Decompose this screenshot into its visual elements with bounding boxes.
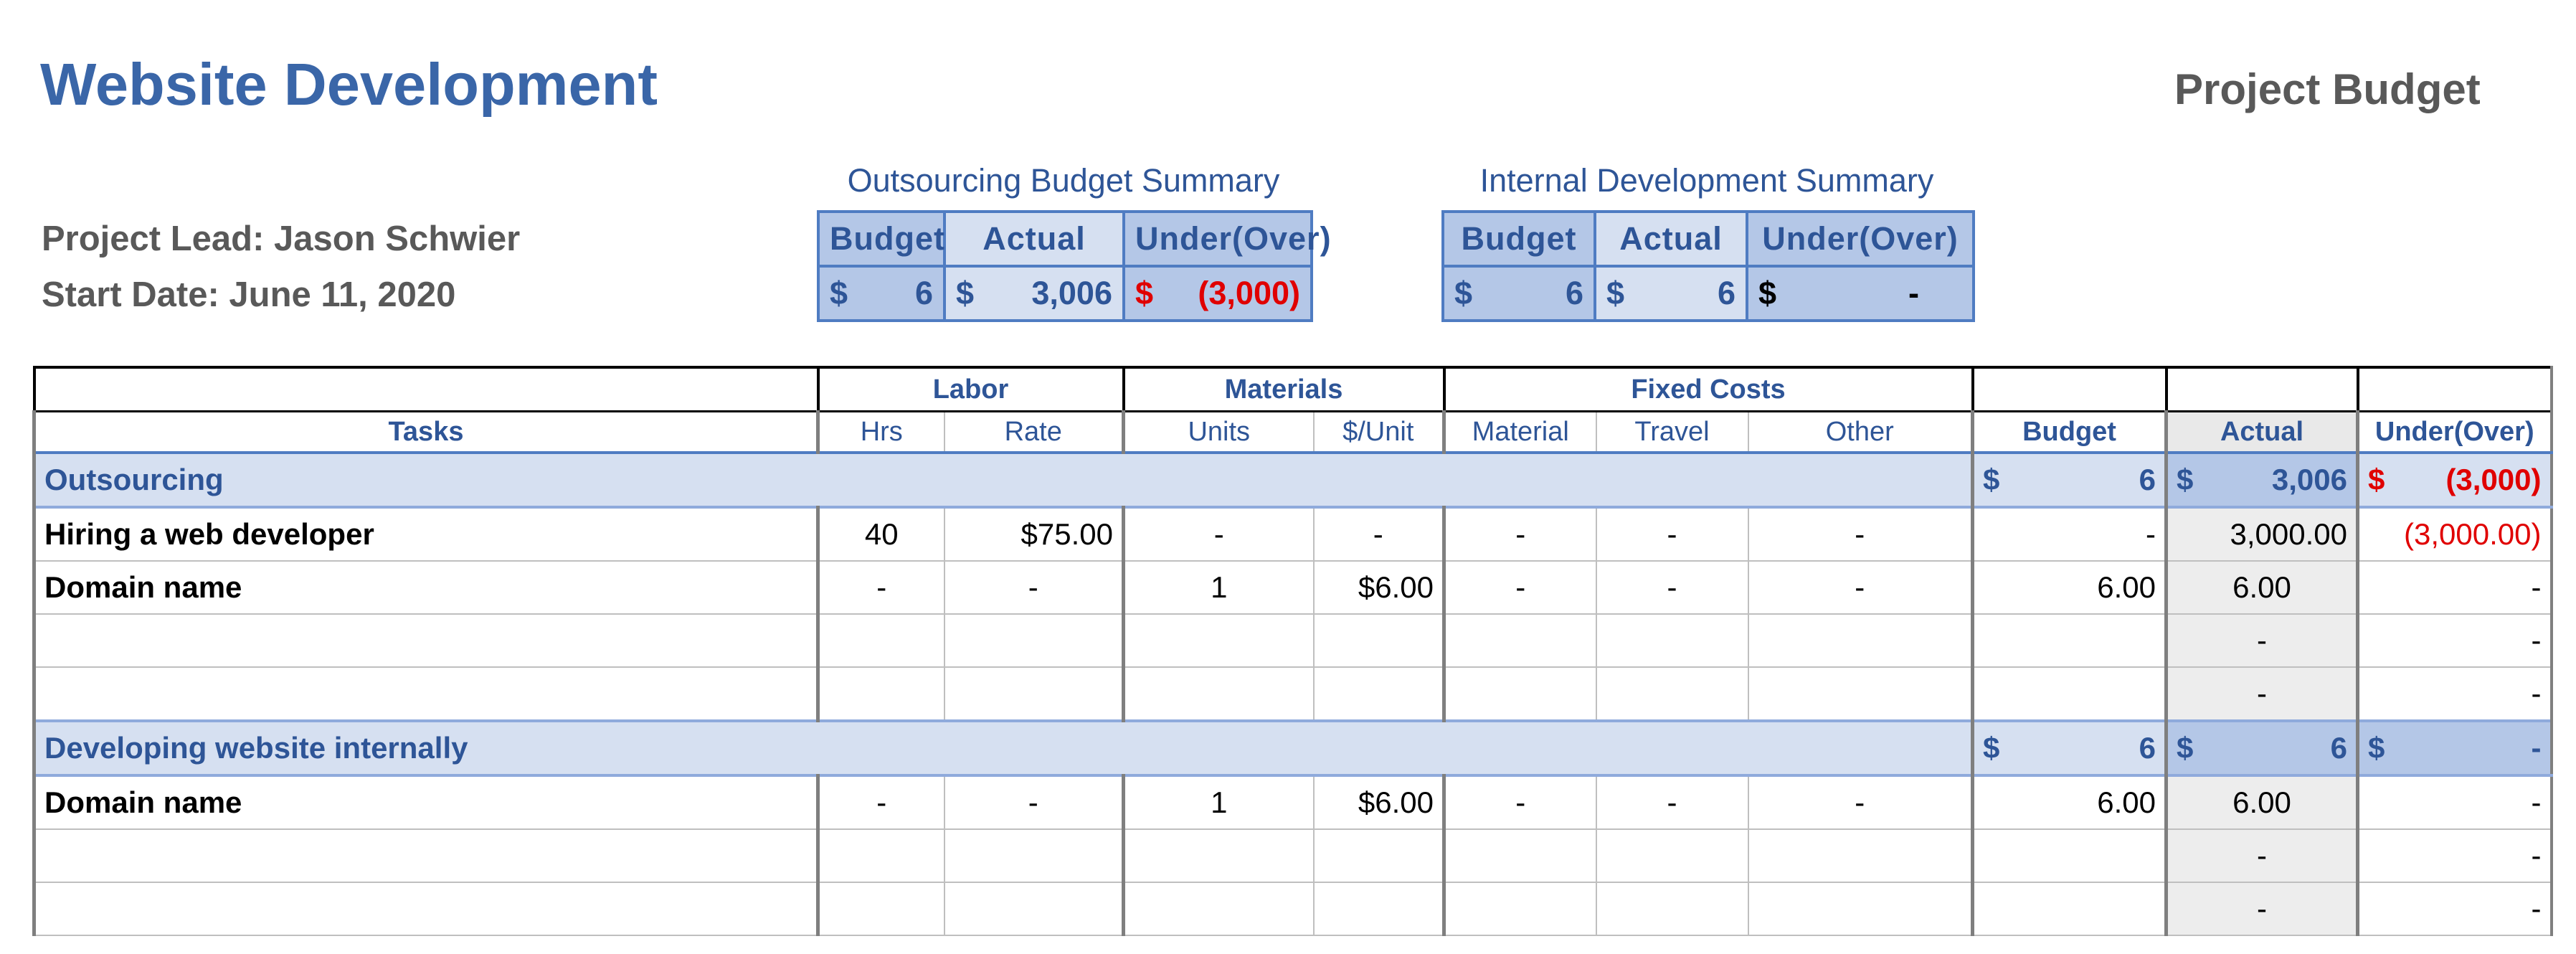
column-header-row — [34, 412, 2552, 453]
hrs-cell[interactable] — [818, 614, 944, 667]
under-over-cell: - — [2358, 829, 2552, 882]
per-unit-cell[interactable] — [1314, 614, 1444, 667]
budget-cell — [1973, 614, 2167, 667]
units-cell[interactable] — [1124, 667, 1314, 721]
outsourcing-summary-caption: Outsourcing Budget Summary — [847, 162, 1280, 199]
task-name[interactable]: Domain name — [34, 561, 818, 614]
currency-symbol: $ — [2177, 463, 2194, 496]
material-cell[interactable] — [1444, 829, 1596, 882]
rate-cell[interactable] — [944, 882, 1124, 935]
internal-summary-under-over-header: Under(Over) — [1747, 212, 1974, 266]
material-cell[interactable] — [1444, 614, 1596, 667]
units-cell[interactable] — [1124, 882, 1314, 935]
currency-symbol: $ — [2368, 731, 2385, 765]
table-row — [34, 667, 2552, 721]
per-unit-cell[interactable]: $6.00 — [1314, 561, 1444, 614]
travel-cell[interactable] — [1596, 667, 1748, 721]
rate-cell[interactable] — [944, 667, 1124, 721]
hrs-cell[interactable] — [818, 829, 944, 882]
currency-symbol: $ — [956, 275, 975, 311]
outsourcing-summary-budget-header: Budget — [818, 212, 944, 266]
rate-cell[interactable]: - — [944, 561, 1124, 614]
table-row — [34, 829, 2552, 882]
section-row-outsourcing — [34, 453, 2552, 507]
section-under-over — [2358, 453, 2552, 507]
column-header-rate: Rate — [944, 412, 1124, 453]
column-header-tasks: Tasks — [34, 412, 818, 453]
material-cell[interactable] — [1444, 667, 1596, 721]
budget-cell — [1973, 882, 2167, 935]
task-name[interactable]: Domain name — [34, 775, 818, 829]
actual-cell: - — [2167, 667, 2358, 721]
start-date: Start Date: June 11, 2020 — [42, 275, 456, 314]
section-budget — [1973, 721, 2167, 775]
actual-cell: 3,000.00 — [2167, 507, 2358, 561]
column-header-actual: Actual — [2167, 412, 2358, 453]
column-header-hrs: Hrs — [818, 412, 944, 453]
task-name[interactable] — [34, 667, 818, 721]
under-over-cell: - — [2358, 775, 2552, 829]
other-cell[interactable]: - — [1748, 561, 1973, 614]
group-header-empty — [34, 367, 818, 412]
internal-summary-caption: Internal Development Summary — [1479, 162, 1934, 199]
column-header-budget: Budget — [1973, 412, 2167, 453]
rate-cell[interactable]: - — [944, 775, 1124, 829]
table-row — [34, 561, 2552, 614]
actual-cell: - — [2167, 829, 2358, 882]
outsourcing-summary-under-over-header: Under(Over) — [1124, 212, 1312, 266]
currency-symbol: $ — [1983, 463, 2000, 496]
currency-symbol: $ — [1983, 731, 2000, 765]
section-actual — [2167, 721, 2358, 775]
outsourcing-summary-table — [817, 210, 1332, 322]
task-name[interactable]: Hiring a web developer — [34, 507, 818, 561]
internal-summary-actual — [1595, 266, 1747, 321]
rate-cell[interactable] — [944, 614, 1124, 667]
section-name: Developing website internally — [34, 721, 1973, 775]
outsourcing-summary-under-over — [1124, 266, 1312, 321]
actual-cell: 6.00 — [2167, 775, 2358, 829]
hrs-cell[interactable]: - — [818, 775, 944, 829]
column-header-other: Other — [1748, 412, 1973, 453]
group-header-materials: Materials — [1124, 367, 1444, 412]
budget-cell — [1973, 829, 2167, 882]
currency-symbol: $ — [1758, 275, 1777, 311]
hrs-cell[interactable]: 40 — [818, 507, 944, 561]
travel-cell[interactable]: - — [1596, 507, 1748, 561]
units-cell[interactable]: 1 — [1124, 775, 1314, 829]
internal-summary-table — [1441, 210, 1975, 322]
other-cell[interactable] — [1748, 829, 1973, 882]
travel-cell[interactable]: - — [1596, 561, 1748, 614]
outsourcing-summary-actual-header: Actual — [944, 212, 1124, 266]
other-cell[interactable] — [1748, 614, 1973, 667]
budget-table — [32, 366, 2553, 936]
group-header-fixed-costs: Fixed Costs — [1444, 367, 1973, 412]
column-header-under-over: Under(Over) — [2358, 412, 2552, 453]
internal-summary-actual-value: 6 — [1717, 275, 1736, 311]
other-cell[interactable]: - — [1748, 775, 1973, 829]
column-header-units: Units — [1124, 412, 1314, 453]
travel-cell[interactable]: - — [1596, 775, 1748, 829]
units-cell[interactable]: 1 — [1124, 561, 1314, 614]
column-header-material: Material — [1444, 412, 1596, 453]
task-name[interactable] — [34, 882, 818, 935]
table-row — [34, 882, 2552, 935]
outsourcing-summary-actual-value: 3,006 — [1031, 275, 1112, 311]
under-over-cell: - — [2358, 882, 2552, 935]
per-unit-cell[interactable] — [1314, 882, 1444, 935]
project-lead: Project Lead: Jason Schwier — [42, 219, 521, 258]
currency-symbol: $ — [830, 275, 848, 311]
section-actual — [2167, 453, 2358, 507]
budget-cell: - — [1973, 507, 2167, 561]
under-over-cell: - — [2358, 561, 2552, 614]
internal-summary-actual-header: Actual — [1595, 212, 1747, 266]
outsourcing-summary-actual — [944, 266, 1124, 321]
per-unit-cell[interactable] — [1314, 667, 1444, 721]
material-cell[interactable] — [1444, 882, 1596, 935]
per-unit-cell[interactable] — [1314, 829, 1444, 882]
other-cell[interactable]: - — [1748, 507, 1973, 561]
units-cell[interactable]: - — [1124, 507, 1314, 561]
currency-symbol: $ — [1606, 275, 1625, 311]
units-cell[interactable] — [1124, 614, 1314, 667]
outsourcing-summary-under-over-value: (3,000) — [1198, 275, 1300, 311]
actual-cell: - — [2167, 882, 2358, 935]
under-over-cell: - — [2358, 614, 2552, 667]
column-header-travel: Travel — [1596, 412, 1748, 453]
table-row — [34, 775, 2552, 829]
internal-summary-under-over — [1747, 266, 1974, 321]
rate-cell[interactable] — [944, 829, 1124, 882]
material-cell[interactable]: - — [1444, 561, 1596, 614]
internal-summary-budget-header: Budget — [1443, 212, 1595, 266]
currency-symbol: $ — [2177, 731, 2194, 765]
under-over-cell: - — [2358, 667, 2552, 721]
rate-cell[interactable]: $75.00 — [944, 507, 1124, 561]
travel-cell[interactable] — [1596, 882, 1748, 935]
group-header-labor: Labor — [818, 367, 1124, 412]
currency-symbol: $ — [1454, 275, 1473, 311]
per-unit-cell[interactable]: $6.00 — [1314, 775, 1444, 829]
hrs-cell[interactable] — [818, 667, 944, 721]
section-under-over-value: (3,000) — [2445, 463, 2542, 496]
section-name: Outsourcing — [34, 453, 1973, 507]
section-row-internal — [34, 721, 2552, 775]
actual-cell: - — [2167, 614, 2358, 667]
internal-summary-budget — [1443, 266, 1595, 321]
task-name[interactable] — [34, 829, 818, 882]
document-type-label: Project Budget — [2174, 65, 2481, 113]
hrs-cell[interactable]: - — [818, 561, 944, 614]
budget-cell: 6.00 — [1973, 775, 2167, 829]
section-budget — [1973, 453, 2167, 507]
other-cell[interactable] — [1748, 882, 1973, 935]
group-header-empty — [2358, 367, 2552, 412]
budget-cell — [1973, 667, 2167, 721]
group-header-row — [34, 367, 2552, 412]
units-cell[interactable] — [1124, 829, 1314, 882]
group-header-empty — [2167, 367, 2358, 412]
internal-summary-budget-value: 6 — [1565, 275, 1583, 311]
actual-cell: 6.00 — [2167, 561, 2358, 614]
section-actual-value: 3,006 — [2271, 463, 2348, 496]
hrs-cell[interactable] — [818, 882, 944, 935]
currency-symbol: $ — [2368, 463, 2385, 496]
under-over-cell: (3,000.00) — [2358, 507, 2552, 561]
group-header-empty — [1973, 367, 2167, 412]
section-budget-value: 6 — [2139, 731, 2156, 765]
section-under-over-value: - — [2531, 731, 2542, 765]
other-cell[interactable] — [1748, 667, 1973, 721]
page-title: Website Development — [40, 51, 658, 118]
material-cell[interactable]: - — [1444, 507, 1596, 561]
currency-symbol: $ — [1135, 275, 1154, 311]
column-header-per-unit: $/Unit — [1314, 412, 1444, 453]
internal-summary-under-over-value: - — [1908, 275, 1919, 311]
travel-cell[interactable] — [1596, 614, 1748, 667]
section-budget-value: 6 — [2139, 463, 2156, 496]
budget-cell: 6.00 — [1973, 561, 2167, 614]
material-cell[interactable]: - — [1444, 775, 1596, 829]
per-unit-cell[interactable]: - — [1314, 507, 1444, 561]
outsourcing-summary-budget-value: 6 — [914, 275, 933, 311]
section-under-over — [2358, 721, 2552, 775]
outsourcing-summary-budget — [818, 266, 944, 321]
section-actual-value: 6 — [2330, 731, 2348, 765]
table-row — [34, 614, 2552, 667]
task-name[interactable] — [34, 614, 818, 667]
travel-cell[interactable] — [1596, 829, 1748, 882]
table-row — [34, 507, 2552, 561]
